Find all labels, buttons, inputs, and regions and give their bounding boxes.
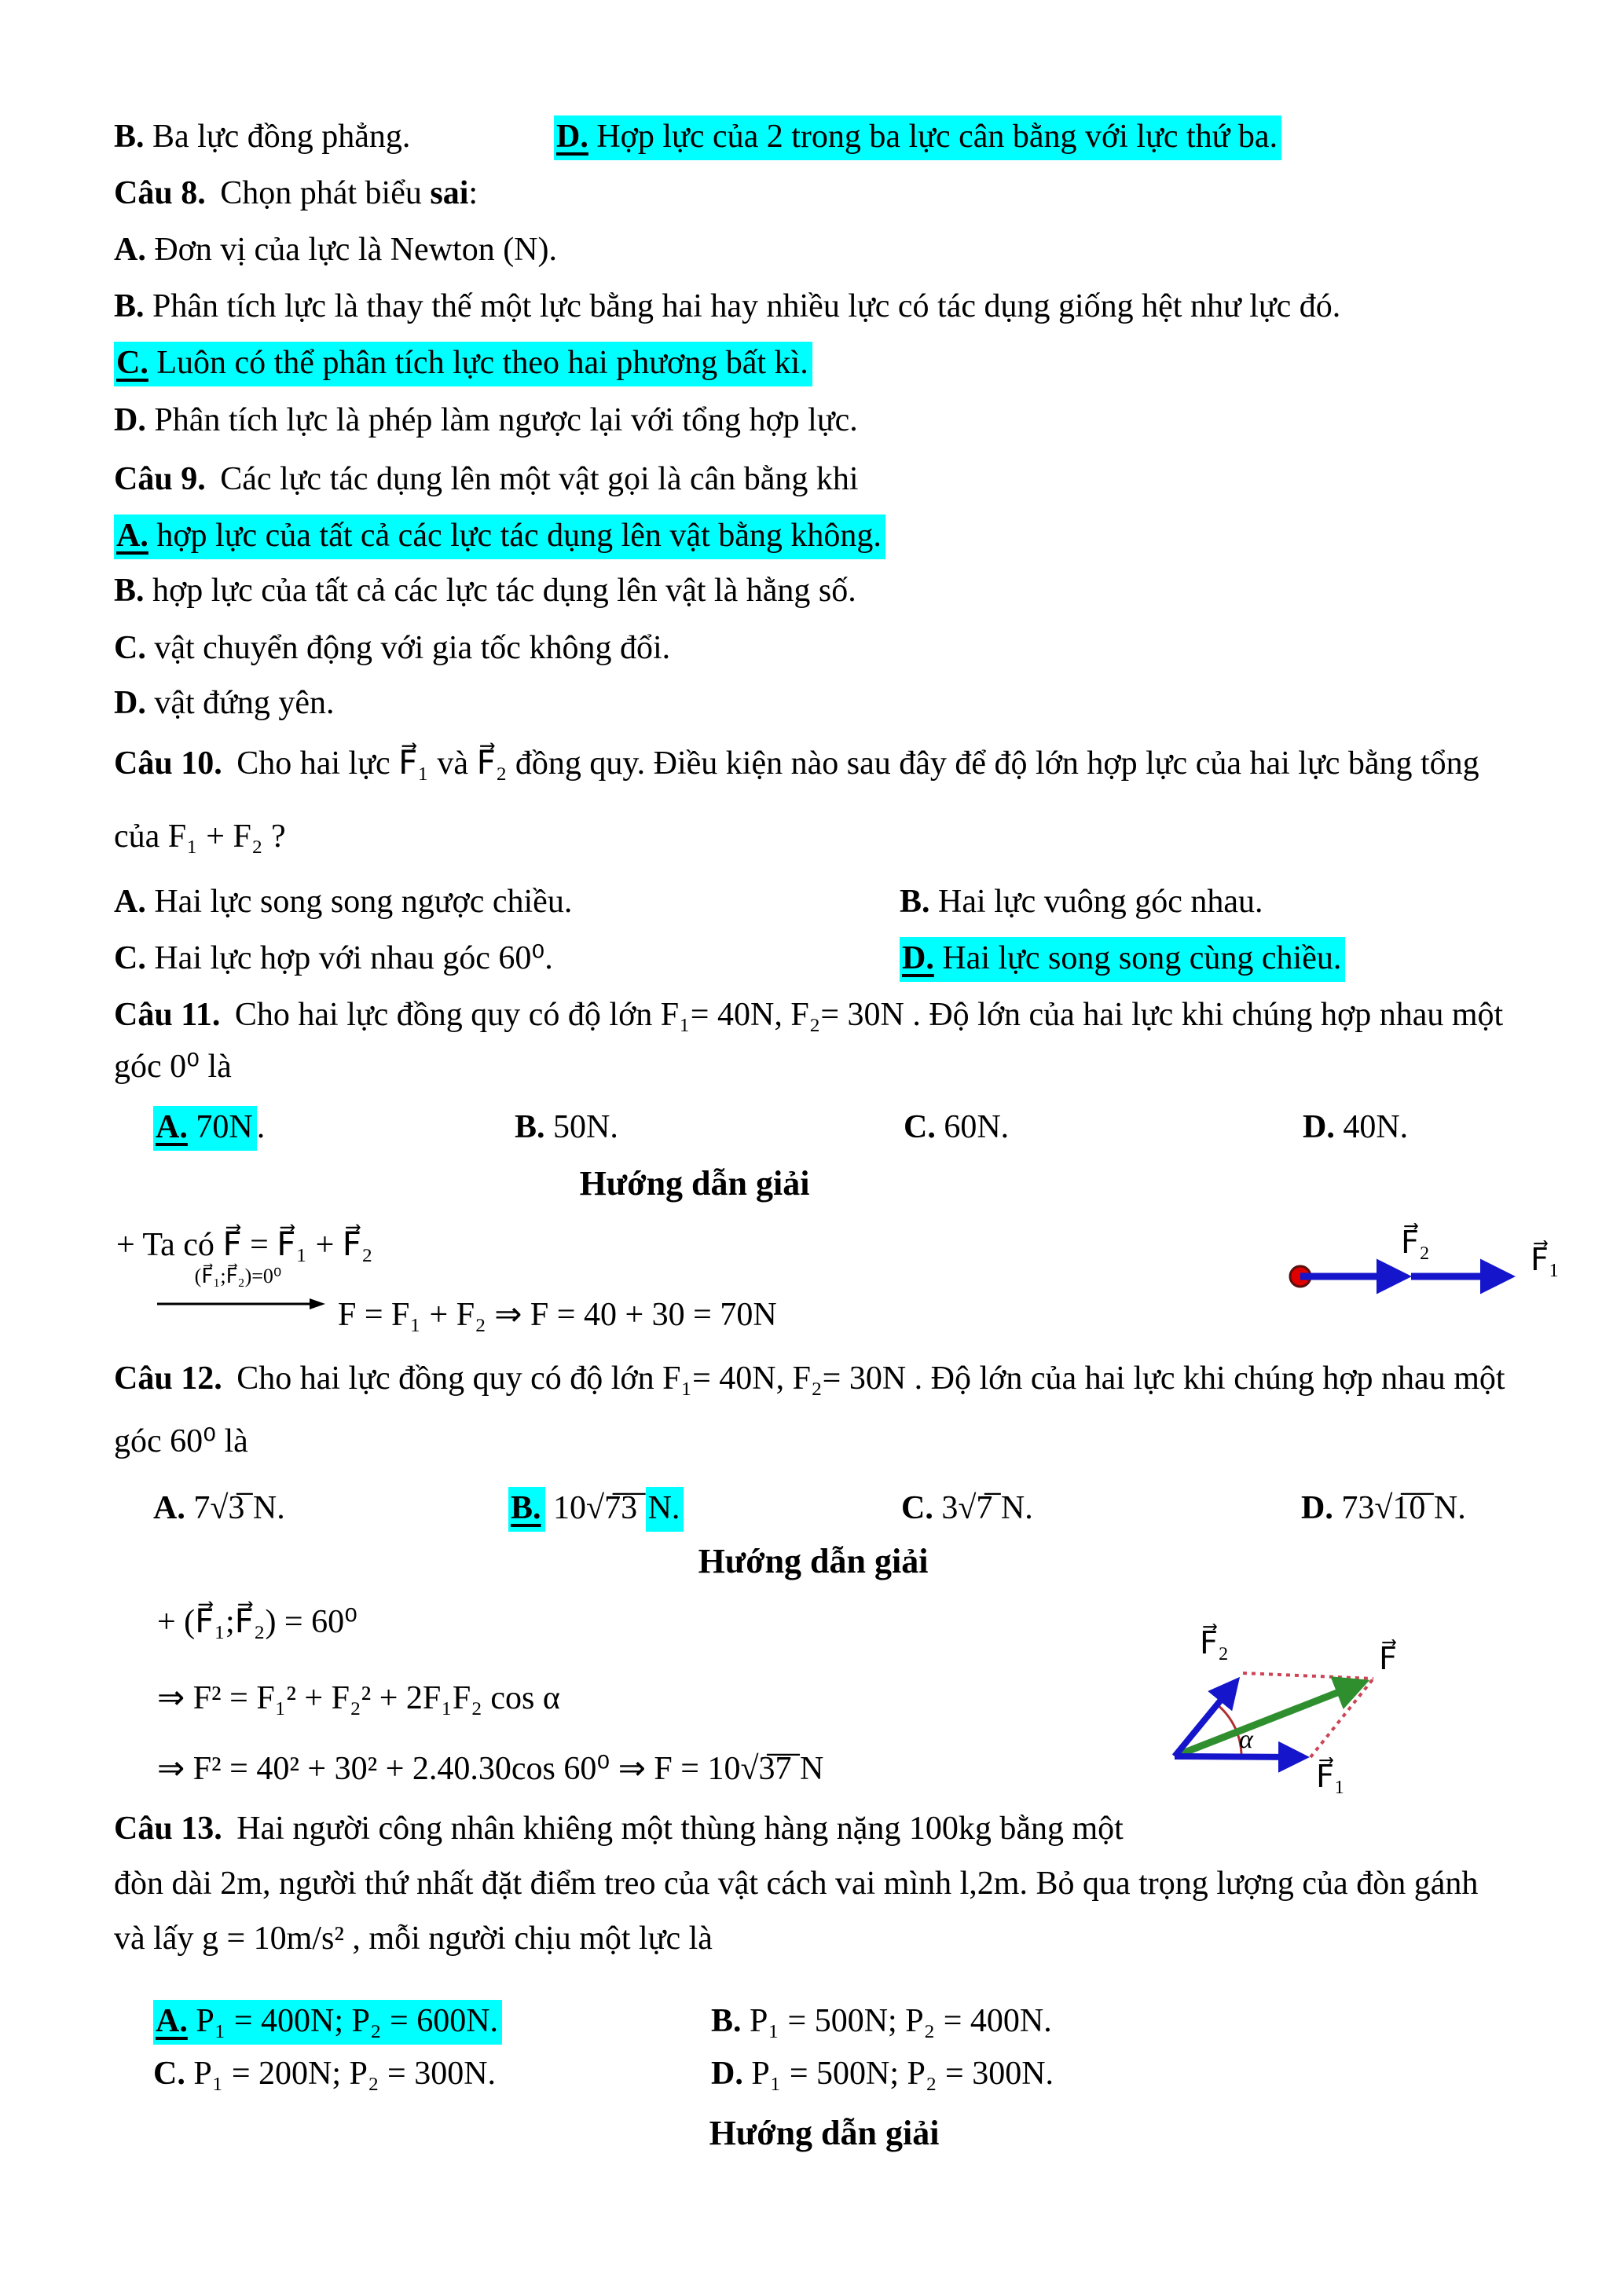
q13-answer-a-letter: A. [156, 2003, 188, 2039]
q13-answer-a-highlight [153, 2000, 502, 2045]
parallelogram-forces-diagram [1143, 1598, 1457, 1803]
q8-option-a-text: Đơn vị của lực là Newton (N). [145, 232, 557, 268]
q13-option-b-text: P₁ = 500N; P₂ = 400N. [741, 2003, 1052, 2039]
q12-option-c-text: 3√7̅ N. [933, 1490, 1033, 1526]
q13-answer-a-text: P₁ = 400N; P₂ = 600N. [187, 2003, 499, 2039]
q8-option-b [114, 286, 1340, 328]
q11-option-c [904, 1107, 1009, 1148]
q11-option-c-text: 60N. [935, 1109, 1010, 1145]
solution-11-line1-math: F⃗ = F⃗₁ + F⃗₂ [222, 1227, 373, 1263]
q10-option-a-letter: A. [114, 884, 146, 920]
q13-option-b-letter: B. [711, 2003, 742, 2039]
q12-option-a-text: 7√3̅ N. [185, 1490, 285, 1526]
q11-option-d [1303, 1107, 1408, 1148]
q12-option-c-letter: C. [901, 1490, 933, 1526]
q12-option-d-text: 73√1̅0̅ N. [1333, 1490, 1466, 1526]
alpha-angle-label: α [1239, 1725, 1253, 1754]
q8-option-b-text: Phân tích lực là thay thế một lực bằng hai hay nhiều lực có tác dụng giống hệt như lực đó. [144, 288, 1341, 324]
q10-stem-mid: và [428, 745, 477, 782]
q10-line2-post: ? [262, 818, 286, 855]
q10-line2-math: F₁ + F₂ [167, 818, 263, 855]
q13-option-b [711, 2001, 1052, 2042]
q13-label: Câu 13. [114, 1811, 222, 1847]
q13-option-d-text: P₁ = 500N; P₂ = 300N. [742, 2056, 1054, 2092]
q13-option-c-letter: C. [153, 2056, 185, 2092]
solution-12-line2: ⇒ F² = F₁² + F₂² + 2F₁F₂ cos α [157, 1680, 560, 1716]
q10-stem-pre: Cho hai lực [228, 745, 399, 782]
q8-stem-post: : [468, 175, 478, 211]
collinear-forces-diagram [1257, 1221, 1587, 1316]
q8-answer-c-text: Luôn có thể phân tích lực theo hai phương bất kì. [148, 345, 808, 381]
q7-answer-d [554, 116, 1281, 158]
q13-header [114, 1808, 1124, 1850]
q10-option-b [900, 881, 1263, 923]
q8-option-d-letter: D. [114, 402, 146, 438]
q12-answer-b-unit-highlight: N. [646, 1487, 684, 1532]
q9-option-d-letter: D. [114, 685, 146, 721]
q7-answer-d-highlight [554, 115, 1281, 160]
q8-option-a-letter: A. [114, 232, 146, 268]
q11-option-b-letter: B. [515, 1109, 545, 1145]
q10-option-a-text: Hai lực song song ngược chiều. [145, 884, 573, 920]
q12-option-a-letter: A. [153, 1490, 185, 1526]
q9-stem: Các lực tác dụng lên một vật gọi là cân bằng khi [211, 461, 859, 497]
q9-answer-a-letter: A. [116, 518, 148, 554]
q9-option-d [114, 683, 335, 724]
limit-arrow [157, 1298, 326, 1310]
q9-option-b-letter: B. [114, 573, 145, 609]
solution-11-line1 [116, 1225, 373, 1266]
q12-option-d-letter: D. [1301, 1490, 1333, 1526]
q7-option-b-text: Ba lực đồng phẳng. [144, 119, 411, 155]
q11-label: Câu 11. [114, 997, 221, 1033]
q12-stem: Cho hai lực đồng quy có độ lớn F₁= 40N, F₂= 30N . Độ lớn của hai lực khi chúng hợp nhau một [228, 1360, 1505, 1397]
q11-option-d-letter: D. [1303, 1109, 1335, 1145]
solution-11-heading: Hướng dẫn giải [579, 1164, 810, 1203]
q12-option-c [901, 1488, 1033, 1529]
q10-answer-d-text: Hai lực song song cùng chiều. [933, 940, 1342, 976]
f1-vector-label: F⃗₁ [1316, 1759, 1345, 1794]
solution-11-line1-pre: + Ta có [116, 1227, 223, 1263]
q8-option-b-letter: B. [114, 288, 145, 324]
q12-answer-b-letter-highlight [508, 1487, 545, 1532]
limit-arrow-head [310, 1298, 325, 1309]
q10-option-a [114, 881, 572, 923]
q8-header [114, 173, 478, 214]
q11-answer-a-highlight [153, 1106, 257, 1151]
q8-option-a [114, 229, 557, 271]
q11-answer-a-letter: A. [156, 1109, 188, 1145]
q11-option-b-text: 50N. [544, 1109, 618, 1145]
q8-option-d-text: Phân tích lực là phép làm ngược lại với tổng hợp lực. [145, 402, 858, 438]
q10-option-c [114, 938, 553, 980]
q10-f2-vector: F⃗₂ [476, 745, 508, 782]
q9-answer-a-text: hợp lực của tất cả các lực tác dụng lên vật bằng không. [148, 518, 882, 554]
f2-vector-label: F⃗₂ [1401, 1225, 1430, 1260]
q9-option-c [114, 628, 670, 669]
construction-line-top [1243, 1673, 1373, 1679]
q13-stem1: Hai người công nhân khiêng một thùng hàng nặng 100kg bằng một [228, 1811, 1124, 1847]
q9-option-c-text: vật chuyển động với gia tốc không đổi. [145, 630, 671, 666]
q9-answer-a [114, 515, 885, 557]
q11-header [114, 994, 1503, 1036]
q10-header-line2 [114, 816, 286, 858]
q12-option-d [1301, 1488, 1466, 1529]
q11-header-line2: góc 0⁰ là [114, 1049, 232, 1085]
q13-header-line3: và lấy g = 10m/s² , mỗi người chịu một lực là [114, 1921, 713, 1957]
q12-header-line2: góc 60⁰ là [114, 1423, 248, 1459]
q10-option-c-letter: C. [114, 940, 146, 976]
f2-vector-label: F⃗₂ [1200, 1625, 1229, 1661]
q7-option-b [114, 116, 410, 158]
q12-answer-b [508, 1488, 684, 1529]
solution-11-line2: F = F₁ + F₂ ⇒ F = 40 + 30 = 70N [338, 1297, 777, 1333]
q10-label: Câu 10. [114, 745, 222, 782]
q10-line2-pre: của [114, 818, 168, 855]
f1-vector-arrow [1175, 1756, 1303, 1757]
q10-answer-d-letter: D. [902, 940, 934, 976]
q10-answer-d-highlight [900, 937, 1345, 982]
q13-option-c-text: P₁ = 200N; P₂ = 300N. [185, 2056, 497, 2092]
q13-option-d-letter: D. [711, 2056, 743, 2092]
q8-option-d [114, 400, 858, 441]
q12-label: Câu 12. [114, 1360, 222, 1397]
q10-header [114, 743, 1479, 785]
q8-stem-pre: Chọn phát biểu [211, 175, 431, 211]
q9-option-b [114, 570, 856, 612]
limit-arrow-label: (F⃗₁;F⃗₂)=0⁰ [194, 1265, 282, 1287]
q10-f1-vector: F⃗₁ [398, 745, 429, 782]
q7-answer-d-text: Hợp lực của 2 trong ba lực cân bằng với lực thứ ba. [588, 119, 1278, 155]
q9-option-c-letter: C. [114, 630, 146, 666]
q7-option-b-letter: B. [114, 119, 145, 155]
solution-12-line3: ⇒ F² = 40² + 30² + 2.40.30cos 60⁰ ⇒ F = 10√3̅7̅ N [157, 1751, 824, 1787]
q11-option-d-text: 40N. [1334, 1109, 1409, 1145]
q8-stem-bold: sai [430, 175, 469, 211]
q13-option-d [711, 2053, 1054, 2095]
q11-answer-a-period: . [256, 1109, 266, 1145]
q11-stem: Cho hai lực đồng quy có độ lớn F₁= 40N, F₂= 30N . Độ lớn của hai lực khi chúng hợp nhau một [226, 997, 1504, 1033]
f-vector-label: F⃗ [1379, 1641, 1398, 1676]
f1-vector-label: F⃗₁ [1531, 1242, 1560, 1277]
q12-answer-b-letter: B. [511, 1490, 541, 1526]
q9-option-d-text: vật đứng yên. [145, 685, 335, 721]
q13-answer-a [153, 2001, 502, 2042]
q10-stem-post: đồng quy. Điều kiện nào sau đây để độ lớn hợp lực của hai lực bằng tổng [507, 745, 1479, 782]
q9-header [114, 459, 859, 500]
q11-answer-a [153, 1107, 265, 1148]
q9-answer-a-highlight [114, 514, 885, 559]
q11-option-c-letter: C. [904, 1109, 936, 1145]
q12-answer-b-math: 10√7̅3̅ [544, 1490, 646, 1526]
q12-header [114, 1358, 1505, 1400]
q10-option-c-text: Hai lực hợp với nhau góc 60⁰. [145, 940, 553, 976]
q9-label: Câu 9. [114, 461, 206, 497]
q8-label: Câu 8. [114, 175, 206, 211]
q10-option-b-text: Hai lực vuông góc nhau. [929, 884, 1263, 920]
q7-answer-d-letter: D. [556, 119, 588, 155]
q10-option-b-letter: B. [900, 884, 930, 920]
solution-12-line1: + (F⃗₁;F⃗₂) = 60⁰ [157, 1604, 357, 1640]
solution-13-heading: Hướng dẫn giải [709, 2114, 940, 2152]
q13-option-c [153, 2053, 496, 2095]
solution-12-heading: Hướng dẫn giải [698, 1542, 929, 1580]
q8-answer-c [114, 342, 812, 384]
q13-header-line2: đòn dài 2m, người thứ nhất đặt điểm treo của vật cách vai mình l,2m. Bỏ qua trọng lượng của đòn gánh [114, 1866, 1479, 1902]
q12-option-a [153, 1488, 285, 1529]
q10-answer-d [900, 938, 1345, 980]
q8-answer-c-highlight [114, 342, 812, 386]
q9-option-b-text: hợp lực của tất cả các lực tác dụng lên vật là hằng số. [144, 573, 856, 609]
q11-answer-a-text: 70N [187, 1109, 253, 1145]
q8-answer-c-letter: C. [116, 345, 148, 381]
q11-option-b [515, 1107, 618, 1148]
